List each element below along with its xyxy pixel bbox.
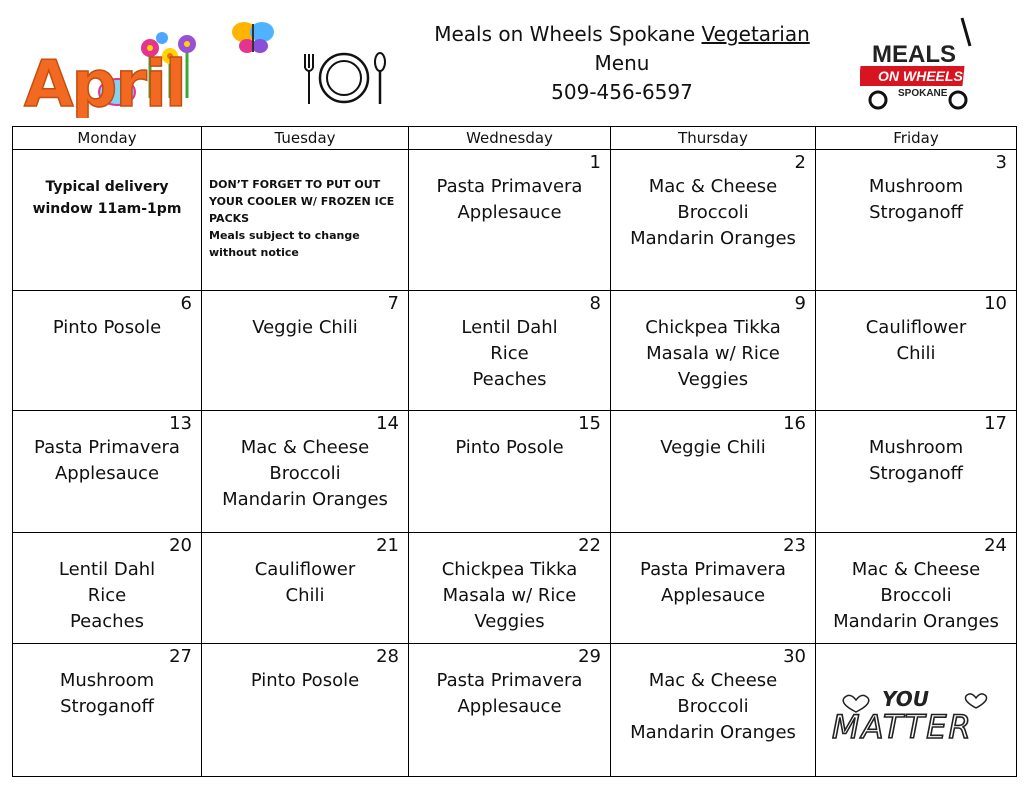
day-number: 22 [578, 535, 601, 556]
meal-item: Mac & Cheese [648, 176, 778, 197]
meal-item: Chickpea Tikka [645, 317, 781, 338]
delivery-note-cell [13, 150, 202, 291]
meal-item: Mushroom [868, 176, 964, 197]
weekday-header-row [13, 127, 1017, 150]
you-matter-cell [816, 644, 1017, 777]
butterfly-icon [232, 22, 274, 53]
day-cell [409, 533, 611, 644]
meal-item: Mushroom [59, 670, 155, 691]
april-clipart [22, 18, 292, 118]
day-number: 27 [169, 646, 192, 667]
meal-item: Mac & Cheese [648, 670, 778, 691]
day-number: 28 [376, 646, 399, 667]
meal-item: Veggie Chili [252, 317, 358, 338]
meal-item: Applesauce [54, 463, 160, 484]
meal-item: Applesauce [660, 585, 766, 606]
page-header [0, 0, 1026, 125]
meal-item: Masala w/ Rice [646, 343, 780, 364]
meal-item: Broccoli [677, 696, 749, 717]
meal-item: Peaches [472, 369, 547, 390]
day-number: 14 [376, 413, 399, 434]
meal-item: Pasta Primavera [436, 176, 583, 197]
meal-item: Cauliflower [865, 317, 967, 338]
menu-title [400, 20, 844, 107]
day-cell [202, 533, 409, 644]
svg-text:MEALS: MEALS [872, 41, 956, 68]
day-cell [611, 411, 816, 533]
day-cell [409, 644, 611, 777]
title-menu: Menu [594, 51, 650, 75]
day-number: 20 [169, 535, 192, 556]
place-setting-icon [296, 48, 392, 108]
day-cell [409, 411, 611, 533]
svg-text:SPOKANE: SPOKANE [898, 88, 948, 99]
day-number: 30 [783, 646, 806, 667]
meal-item: Pinto Posole [52, 317, 162, 338]
day-cell [816, 533, 1017, 644]
meal-item: Pasta Primavera [640, 559, 786, 580]
meal-item: Lentil Dahl [58, 559, 156, 580]
meals-on-wheels-logo [860, 14, 980, 110]
weekday-header: Monday [13, 127, 202, 150]
day-cell [13, 291, 202, 411]
menu-calendar [12, 126, 1017, 777]
meal-item: Veggies [474, 611, 545, 632]
day-cell [409, 150, 611, 291]
day-cell [13, 533, 202, 644]
day-number: 10 [984, 293, 1007, 314]
day-number: 23 [783, 535, 806, 556]
meal-item: Mandarin Oranges [630, 228, 796, 249]
reminder-note-cell [202, 150, 409, 291]
day-number: 21 [376, 535, 399, 556]
weekday-header: Friday [816, 127, 1017, 150]
svg-text:MATTER: MATTER [832, 708, 973, 746]
meal-item: Pinto Posole [455, 437, 564, 458]
day-number: 2 [794, 152, 806, 173]
meal-item: Stroganoff [869, 202, 963, 223]
title-diet: Vegetarian [701, 22, 810, 46]
meal-item: Mushroom [868, 437, 964, 458]
reminder-note: DON’T FORGET TO PUT OUT YOUR COOLER W/ FROZEN ICE PACKS Meals subject to change without notice [209, 178, 395, 259]
weekday-header: Tuesday [202, 127, 409, 150]
day-cell [409, 291, 611, 411]
meal-item: Stroganoff [869, 463, 963, 484]
meal-item: Masala w/ Rice [442, 585, 577, 606]
meal-item: Chickpea Tikka [441, 559, 578, 580]
april-art-text: April [24, 48, 185, 118]
phone-number: 509-456-6597 [551, 80, 693, 104]
meal-item: Stroganoff [60, 696, 154, 717]
svg-text:YOU: YOU [882, 687, 930, 711]
day-number: 3 [995, 152, 1007, 173]
week-row [13, 533, 1017, 644]
svg-text:ON WHEELS: ON WHEELS [878, 68, 963, 84]
day-number: 29 [578, 646, 601, 667]
meal-item: Veggie Chili [660, 437, 766, 458]
meal-item: Peaches [69, 611, 145, 632]
day-number: 1 [589, 152, 601, 173]
meal-item: Chili [896, 343, 936, 364]
day-number: 13 [169, 413, 192, 434]
day-cell [611, 644, 816, 777]
meal-item: Applesauce [457, 696, 562, 717]
day-number: 8 [589, 293, 601, 314]
meal-item: Broccoli [880, 585, 952, 606]
day-number: 16 [783, 413, 806, 434]
meal-item: Chili [285, 585, 325, 606]
you-matter-graphic [826, 680, 1004, 750]
meal-item: Mandarin Oranges [222, 489, 388, 510]
title-prefix: Meals on Wheels Spokane [434, 22, 696, 46]
meal-item: Mac & Cheese [240, 437, 370, 458]
day-number: 17 [984, 413, 1007, 434]
day-number: 15 [578, 413, 601, 434]
meal-item: Pinto Posole [250, 670, 360, 691]
day-cell [611, 533, 816, 644]
meal-item: Veggies [677, 369, 749, 390]
day-cell [816, 150, 1017, 291]
meal-item: Mandarin Oranges [630, 722, 796, 743]
meal-item: Pasta Primavera [34, 437, 180, 458]
day-cell [816, 291, 1017, 411]
week-row [13, 411, 1017, 533]
meal-item: Mac & Cheese [851, 559, 981, 580]
week-row [13, 150, 1017, 291]
day-number: 9 [794, 293, 806, 314]
day-cell [202, 291, 409, 411]
meal-item: Pasta Primavera [436, 670, 583, 691]
meal-item: Broccoli [269, 463, 341, 484]
meal-item: Mandarin Oranges [833, 611, 999, 632]
day-cell [13, 411, 202, 533]
day-number: 6 [180, 293, 192, 314]
day-cell [611, 150, 816, 291]
day-cell [611, 291, 816, 411]
meal-item: Rice [87, 585, 127, 606]
day-cell [13, 644, 202, 777]
day-cell [202, 411, 409, 533]
week-row [13, 291, 1017, 411]
week-row [13, 644, 1017, 777]
meal-item: Broccoli [677, 202, 749, 223]
weekday-header: Thursday [611, 127, 816, 150]
day-number: 7 [387, 293, 399, 314]
meal-item: Applesauce [457, 202, 562, 223]
meal-item: Rice [490, 343, 529, 364]
delivery-window-note: Typical delivery window 11am-1pm [32, 179, 182, 217]
meal-item: Cauliflower [254, 559, 356, 580]
day-number: 24 [984, 535, 1007, 556]
day-cell [202, 644, 409, 777]
weekday-header: Wednesday [409, 127, 611, 150]
meal-item: Lentil Dahl [461, 317, 558, 338]
day-cell [816, 411, 1017, 533]
